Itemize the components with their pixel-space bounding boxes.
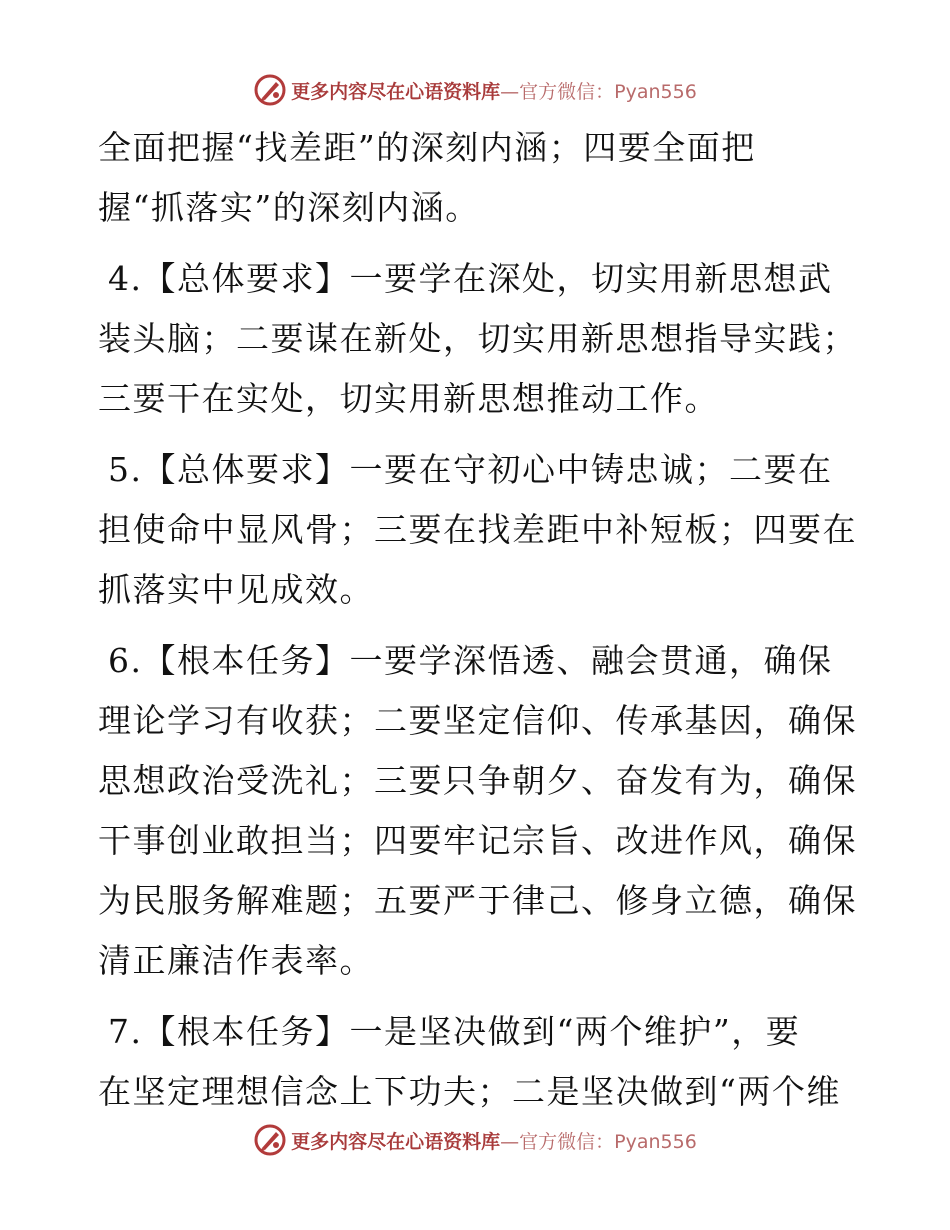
text-line: 在坚定理想信念上下功夫；二是坚决做到“两个维 bbox=[98, 1072, 841, 1111]
header-watermark-banner bbox=[0, 70, 950, 110]
document-body bbox=[98, 118, 858, 1133]
header-dash: — bbox=[500, 80, 520, 103]
text-line: 6.【根本任务】一要学深悟透、融会贯通，确保 bbox=[108, 641, 833, 680]
text-line: 4.【总体要求】一要学在深处，切实用新思想武 bbox=[108, 259, 833, 298]
footer-watermark-text bbox=[291, 1127, 697, 1154]
footer-site-text: 更多内容尽在心语资料库 bbox=[291, 1130, 501, 1153]
header-watermark-text bbox=[291, 77, 697, 104]
paragraph-item-7 bbox=[98, 1002, 858, 1122]
text-line: 干事创业敢担当；四要牢记宗旨、改进作风，确保 bbox=[98, 821, 857, 860]
text-line: 装头脑；二要谋在新处，切实用新思想指导实践； bbox=[98, 319, 857, 358]
text-line: 抓落实中见成效。 bbox=[98, 570, 374, 609]
footer-contact-text: 官方微信：Pyan556 bbox=[519, 1130, 697, 1153]
text-line: 5.【总体要求】一要在守初心中铸忠诚；二要在 bbox=[108, 450, 833, 489]
text-line: 握“抓落实”的深刻内涵。 bbox=[98, 188, 480, 227]
paragraph-item-6 bbox=[98, 631, 858, 991]
footer-dash: — bbox=[500, 1130, 520, 1153]
paragraph-continuation bbox=[98, 118, 858, 238]
paragraph-item-4 bbox=[98, 249, 858, 429]
quill-logo-icon bbox=[253, 73, 287, 107]
text-line: 7.【根本任务】一是坚决做到“两个维护”，要 bbox=[108, 1012, 801, 1051]
quill-logo-icon bbox=[253, 1123, 287, 1157]
text-line: 三要干在实处，切实用新思想推动工作。 bbox=[98, 379, 719, 418]
text-line: 清正廉洁作表率。 bbox=[98, 941, 374, 980]
text-line: 为民服务解难题；五要严于律己、修身立德，确保 bbox=[98, 881, 857, 920]
paragraph-item-5 bbox=[98, 440, 858, 620]
text-line: 全面把握“找差距”的深刻内涵；四要全面把 bbox=[98, 128, 756, 167]
footer-watermark-banner bbox=[0, 1120, 950, 1160]
header-contact-text: 官方微信：Pyan556 bbox=[519, 80, 697, 103]
text-line: 担使命中显风骨；三要在找差距中补短板；四要在 bbox=[98, 510, 857, 549]
text-line: 理论学习有收获；二要坚定信仰、传承基因，确保 bbox=[98, 701, 857, 740]
text-line: 思想政治受洗礼；三要只争朝夕、奋发有为，确保 bbox=[98, 761, 857, 800]
header-site-text: 更多内容尽在心语资料库 bbox=[291, 80, 501, 103]
